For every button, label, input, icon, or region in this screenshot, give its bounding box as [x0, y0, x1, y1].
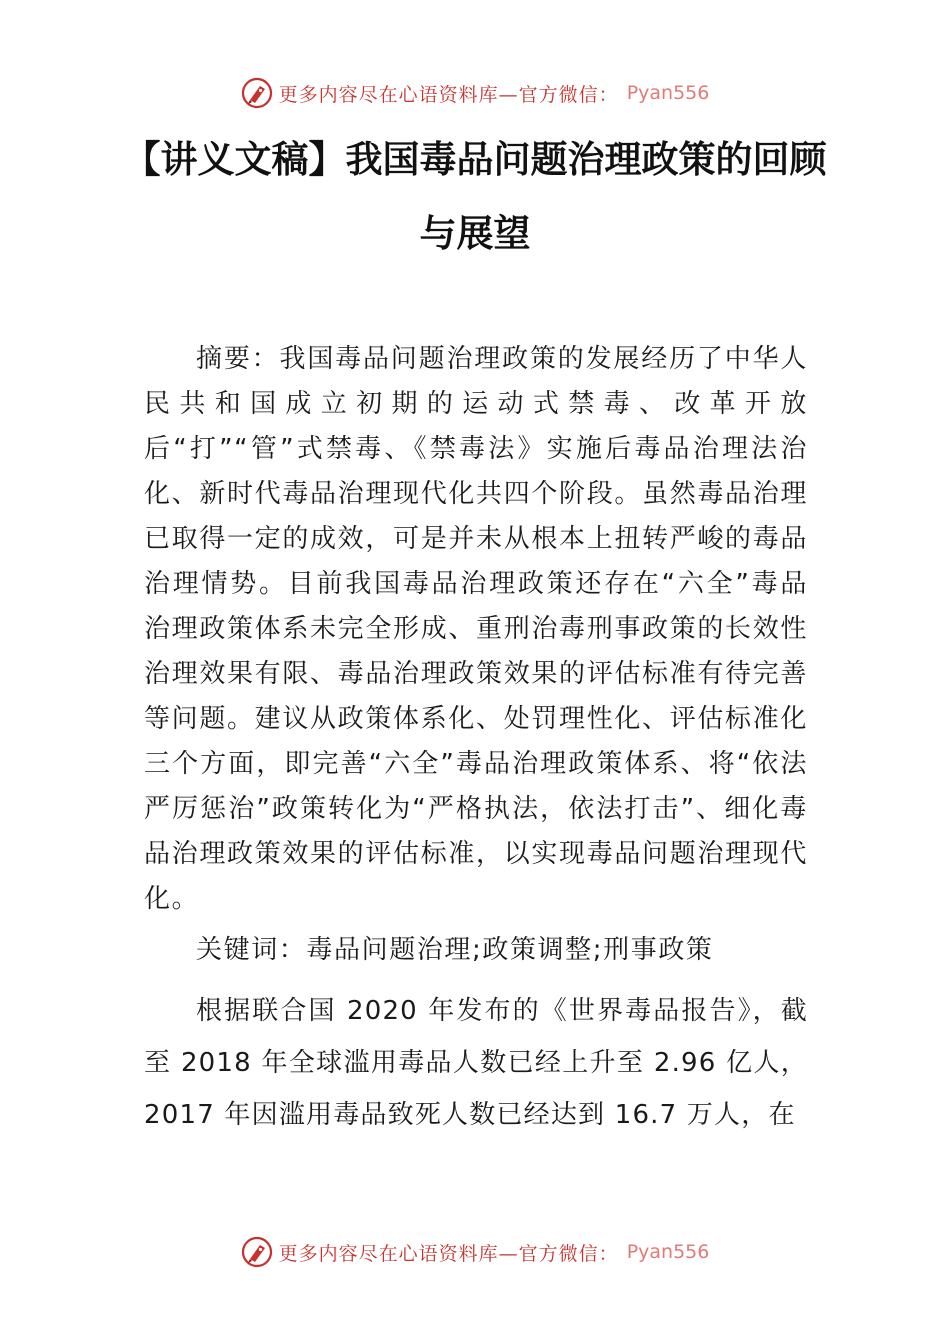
page-title: 【讲义文稿】我国毒品问题治理政策的回顾与展望: [123, 137, 827, 255]
header-banner: [0, 73, 950, 113]
abstract-paragraph: 摘要：我国毒品问题治理政策的发展经历了中华人民共和国成立初期的运动式禁毒、改革开放后“打”“管”式禁毒、《禁毒法》实施后毒品治理法治化、新时代毒品治理现代化共四个阶段。虽然毒品治理已取得一定的成效，可是并未从根本上扭转严峻的毒品治理情势。目前我国毒品治理政策还存在“六全”毒品治理政策体系未完全形成、重刑治毒刑事政策的长效性治理效果有限、毒品治理政策效果的评估标准有待完善等问题。建议从政策体系化、处罚理性化、评估标准化三个方面，即完善“六全”毒品治理政策体系、将“依法严厉惩治”政策转化为“严格执法，依法打击”、细化毒品治理政策效果的评估标准，以实现毒品问题治理现代化。: [144, 344, 808, 914]
footer-banner: [0, 1232, 950, 1272]
intro-paragraph: 根据联合国 2020 年发布的《世界毒品报告》，截至 2018 年全球滥用毒品人数已经上升至 2.96 亿人，2017 年因滥用毒品致死人数已经达到 16.7 万人，在: [144, 996, 808, 1130]
banner-separator: —: [498, 1242, 519, 1265]
pen-nib-icon: [241, 1236, 273, 1268]
banner-wechat-id: Pyan556: [626, 1241, 710, 1263]
pen-nib-icon: [241, 77, 273, 109]
banner-site-name: 更多内容尽在心语资料库: [278, 1242, 499, 1265]
banner-wechat-label: 官方微信：: [518, 83, 619, 106]
banner-site-name: 更多内容尽在心语资料库: [278, 83, 499, 106]
banner-wechat-label: 官方微信：: [518, 1242, 619, 1265]
document-body: [144, 337, 808, 1141]
banner-separator: —: [498, 83, 519, 106]
banner-text: [279, 80, 619, 107]
banner-text: [279, 1239, 619, 1266]
keywords-paragraph: 关键词：毒品问题治理;政策调整;刑事政策: [196, 935, 714, 965]
banner-wechat-id: Pyan556: [626, 82, 710, 104]
